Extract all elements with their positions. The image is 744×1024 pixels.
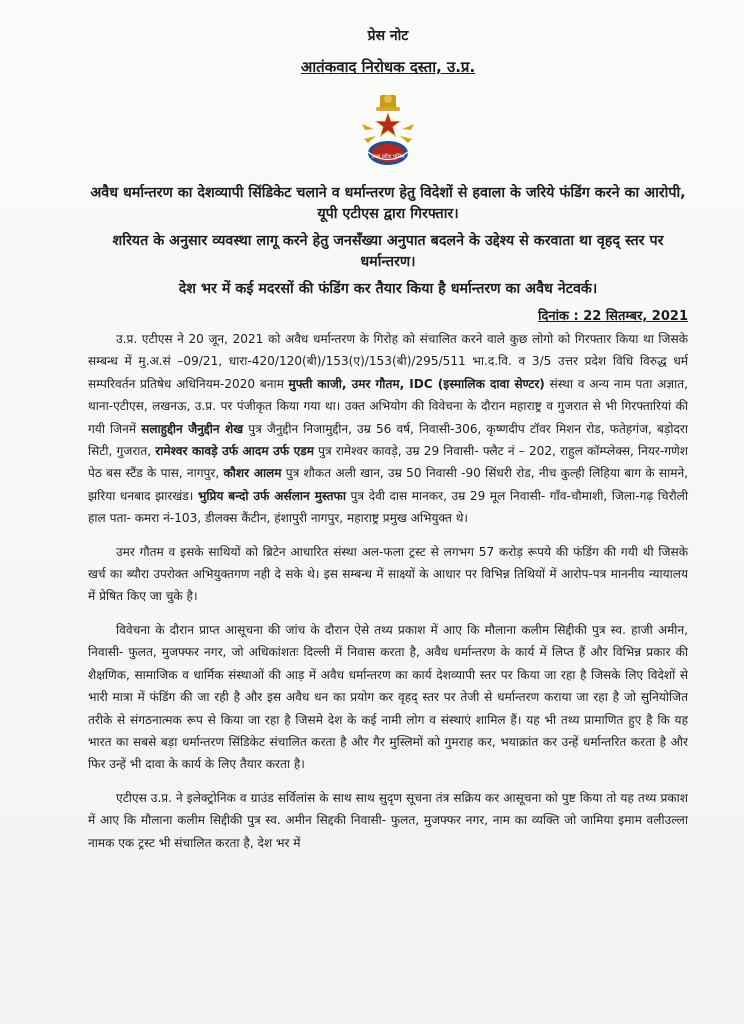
paragraph-4: एटीएस उ.प्र. ने इलेक्ट्रोनिक व ग्राउंड सर्विलांस के साथ साथ सुदृण सूचना तंत्र सक्रिय कर आसूचना को पुष्ट किया तो यह तथ्य प्रकाश में आए कि मौलाना कलीम सिद्दीकी पुत्र स्व. अमीन सिद्दकी निवासी- फुलत, मुजफ्फर नगर, नाम का व्यक्ति जो जामिया इमाम वलीउल्ला नामक एक ट्रस्ट भी संचालित करता है, देश भर में: [88, 790, 688, 850]
accused-2-name: रामेश्वर कावड़े उर्फ आदम उर्फ एडम: [155, 444, 314, 459]
headline-3: देश भर में कई मदरसों की फंडिंग कर तैयार किया है धर्मान्तरण का अवैध नेटवर्क।: [178, 281, 598, 297]
accused-1-name: सलाहुद्दीन जैनुद्दीन शेख: [141, 421, 244, 436]
organization-title: आतंकवाद निरोधक दस्ता, उ.प्र.: [300, 58, 476, 76]
paragraph-1-text-6: पुत्र देवी दास मानकर, उम्र 29 मूल निवासी- गाँव-चौमाशी, जिला-गढ़ चिरौली हाल पता- कमरा नं-103, डीलक्स कैंटीन, हंशापुरी नागपुर, महाराष्ट्र प्रमुख अभियुक्त थे।: [88, 488, 688, 526]
accused-group-name: मुफ्ती काजी, उमर गौतम, IDC (इस्मालिक दावा सेण्टर): [288, 376, 545, 391]
date-line: दिनांक : 22 सितम्बर, 2021: [538, 309, 688, 324]
emblem-text: उत्तर प्रदेश पुलिस: [371, 154, 405, 160]
press-note-title: प्रेस नोट: [367, 28, 409, 44]
accused-3-name: कौशर आलम: [223, 466, 282, 481]
police-emblem-icon: [356, 91, 420, 173]
accused-4-name: भुप्रिय बन्दो उर्फ अर्सलान मुस्तफा: [197, 488, 346, 503]
paragraph-3: विवेचना के दौरान प्राप्त आसूचना की जांच के दौरान ऐसे तथ्य प्रकाश में आए कि मौलाना कलीम सिद्दीकी पुत्र स्व. हाजी अमीन, निवासी- फुलत, मुजफ्फर नगर, जो अधिकांशतः दिल्ली में निवास करता है, अवैध धर्मान्तरण के कार्य में लिप्त हैं और विभिन्न प्रकार की शैक्षणिक, सामाजिक व धार्मिक संस्थाओं की आड़ में अवैध धर्मान्तरण का कार्य देशव्यापी स्तर पर किया जा रहा है जिसके लिए विदेशों से भारी मात्रा में फंडिंग की जा रही है और इस अवैध धन का प्रयोग कर वृहद् स्तर पर तेजी से धर्मान्तरण कराया जा रहा है जो सुनियोजित तरीके से संगठनात्मक रूप से किया जा रहा है जिसमे देश के कई नामी लोग व संस्थाएं शामिल हैं। यह भी तथ्य प्रामाणित हुए है कि यह भारत का सबसे बड़ा धर्मान्तरण सिंडिकेट संचालित करता है और गैर मुस्लिमों को गुमराह कर, भयाक्रांत कर उन्हें धर्मान्तरित करता है और फिर उन्हें भी दावा के कार्य के लिए तैयार करता है।: [88, 622, 688, 772]
paragraph-1-text-2: संस्था व अन्य नाम पता अज्ञात, थाना-एटीएस, लखनऊ, उ.प्र. पर पंजीकृत किया गया था। उक्त अभियोग की विवेचना के दौरान महाराष्ट्र व गुजरात से भी गिरफ्तारियां की गयी जिनमें: [88, 376, 689, 436]
headline-2: शरियत के अनुसार व्यवस्था लागू करने हेतु जनसँख्या अनुपात बदलने के उद्देश्य से करवाता था वृहद् स्तर पर धर्मान्तरण।: [112, 233, 664, 270]
emblem-wrap: [88, 91, 688, 173]
paragraph-1: [88, 328, 688, 530]
paragraph-1-text-5: पुत्र शौकत अली खान, उम्र 50 निवासी -90 सिंधरी रोड, नीच कुल्ही लिहिया बाग के सामने, झरिया धनबाद झारखंड।: [88, 466, 689, 503]
headline-1: अवैध धर्मान्तरण का देशव्यापी सिंडिकेट चलाने व धर्मान्तरण हेतु विदेशों से हवाला के जरिये फंडिंग करने का आरोपी, यूपी एटीएस द्वारा गिरफ्तार।: [90, 185, 686, 222]
paragraph-1-text-3: पुत्र जैनुद्दीन निजामुद्दीन, उम्र 56 वर्ष, निवासी-306, कृष्णदीप टॉवर मिशन रोड, फतेहगंज, बड़ोदरा सिटी, गुजरात,: [88, 421, 688, 459]
paragraph-1-text-1: उ.प्र. एटीएस ने 20 जून, 2021 को अवैध धर्मान्तरण के गिरोह को संचालित करने वाले कुछ लोगो को गिरफ्तार किया था जिसके सम्बन्ध में मु.अ.सं –09/21, धारा-420/120(बी)/153(ए)/153(बी)/295/511 भा.द.वि. व 3/5 उत्तर प्रदेश विधि विरुद्ध धर्म सम्परिवर्तन प्रतिषेध अधिनियम-2020 बनाम: [88, 332, 688, 391]
paragraph-1-text-4: पुत्र रामेश्वर कावड़े, उम्र 29 निवासी- फ्लैट नं – 202, राहुल कॉम्प्लेक्स, नियर-गणेश पेठ बस स्टैंड के पास, नागपुर,: [88, 444, 688, 481]
paragraph-2: उमर गौतम व इसके साथियों को ब्रिटेन आधारित संस्था अल-फला ट्रस्ट से लगभग 57 करोड़ रूपये की फंडिंग की गयी थी जिसके खर्च का ब्यौरा उपरोक्त अभियुक्तगण नही दे सके थे। इस सम्बन्ध में साक्ष्यों के आधार पर विभिन्न तिथियों में आरोप-पत्र माननीय न्यायालय में प्रेषित किए जा चुके है।: [88, 544, 688, 604]
